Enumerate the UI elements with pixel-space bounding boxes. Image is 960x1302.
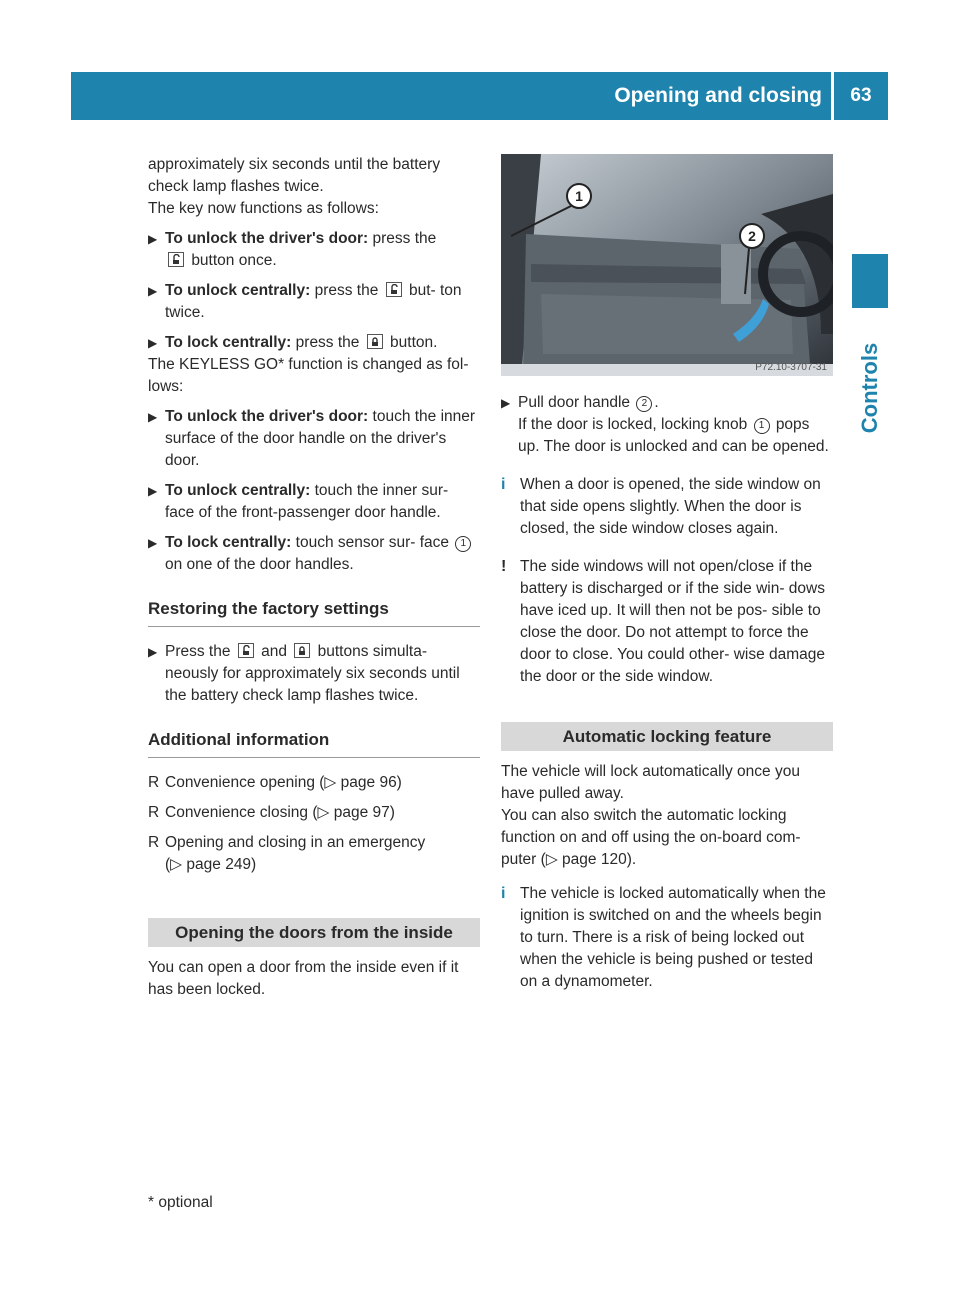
page-number: 63 xyxy=(850,85,872,106)
page-link[interactable]: page 120). xyxy=(562,851,637,868)
image-code: P72.10-3707-31 xyxy=(755,362,827,373)
list-item xyxy=(148,832,480,876)
bullet-icon: R xyxy=(148,774,160,791)
step-marker-icon: ▶ xyxy=(148,484,158,498)
restore-heading: Restoring the factory settings xyxy=(148,598,480,627)
step-marker-icon: ▶ xyxy=(148,536,158,550)
key-step-1 xyxy=(148,228,480,272)
additional-heading: Additional information xyxy=(148,729,480,758)
page-link[interactable]: page 96) xyxy=(340,774,402,791)
step-label: To lock centrally: xyxy=(165,334,292,351)
page-link[interactable]: page 249) xyxy=(186,856,257,873)
step-marker-icon: ▶ xyxy=(148,410,158,424)
auto-p1: The vehicle will lock automatically once you have pulled away. xyxy=(501,763,800,802)
step-text: If the door is locked, locking knob xyxy=(518,416,748,433)
key-intro: The key now functions as follows: xyxy=(148,200,379,217)
info-icon: i xyxy=(501,476,506,493)
para-text: You can also switch the automatic locking function on and off using the on-board com- puter ( xyxy=(501,807,801,868)
callout-1: 1 xyxy=(575,188,583,204)
callout-2: 2 xyxy=(748,228,756,244)
step-label: To unlock the driver's door: xyxy=(165,408,369,425)
step-marker-icon: ▶ xyxy=(148,284,158,298)
step-text: Press the xyxy=(165,643,231,660)
auto-p2 xyxy=(501,805,833,871)
step-marker-icon: ▶ xyxy=(148,336,158,350)
page-link[interactable]: page 97) xyxy=(333,804,395,821)
restore-step xyxy=(148,641,480,707)
warning-note xyxy=(501,556,833,688)
lock-icon xyxy=(294,643,310,658)
keyless-step-3 xyxy=(148,532,480,576)
intro-line: approximately six seconds until the battery check lamp flashes twice. xyxy=(148,156,441,195)
step-text: Pull door handle xyxy=(518,394,631,411)
step-text: . xyxy=(654,394,659,411)
warning-icon: ! xyxy=(501,558,507,575)
callout-1-marker: 1 xyxy=(754,418,770,434)
step-text: touch the inner surface of the door handle on the driver's door. xyxy=(165,408,476,469)
key-step-2 xyxy=(148,280,480,324)
pull-step xyxy=(501,392,833,458)
step-label: To lock centrally: xyxy=(165,534,292,551)
callout-1-marker: 1 xyxy=(455,536,471,552)
info-icon: i xyxy=(501,885,506,902)
step-text: touch the inner sur- face of the front-passenger door handle. xyxy=(165,482,449,521)
key-step-3 xyxy=(148,332,480,354)
step-text: press the xyxy=(372,230,437,247)
step-text: press the xyxy=(314,282,379,299)
keyless-step-2 xyxy=(148,480,480,524)
inside-heading: Opening the doors from the inside xyxy=(148,918,480,947)
unlock-icon xyxy=(168,252,184,267)
step-text: on one of the door handles. xyxy=(165,556,354,573)
step-text: and xyxy=(261,643,287,660)
footnote: * optional xyxy=(148,1194,213,1211)
step-text: touch sensor sur- face xyxy=(295,534,450,551)
inside-text: You can open a door from the inside even if it has been locked. xyxy=(148,959,459,998)
auto-heading: Automatic locking feature xyxy=(501,722,833,751)
step-text: but- ton twice. xyxy=(165,282,462,321)
item-text: Opening and closing in an emergency ( xyxy=(165,834,426,873)
ref-arrow-icon: ▷ xyxy=(170,856,183,873)
step-text: buttons simulta- neously for approximately six seconds until the battery check lamp flashes twice. xyxy=(165,643,460,704)
ref-arrow-icon: ▷ xyxy=(545,851,558,868)
step-label: To unlock centrally: xyxy=(165,482,311,499)
callout-2-marker: 2 xyxy=(636,396,652,412)
side-tab-block xyxy=(852,254,888,308)
section-title: Opening and closing xyxy=(614,84,822,107)
unlock-icon xyxy=(386,282,402,297)
bullet-icon: R xyxy=(148,834,160,851)
step-text: button. xyxy=(390,334,438,351)
bullet-icon: R xyxy=(148,804,160,821)
keyless-intro: The KEYLESS GO* function is changed as fol- lows: xyxy=(148,356,469,395)
door-photo xyxy=(501,154,833,376)
info-note-1 xyxy=(501,474,833,540)
step-text: button once. xyxy=(191,252,277,269)
list-item xyxy=(148,802,480,824)
step-label: To unlock the driver's door: xyxy=(165,230,369,247)
side-tab xyxy=(851,318,889,458)
unlock-icon xyxy=(238,643,254,658)
note-text: The vehicle is locked automatically when the ignition is switched on and the wheels begin to turn. There is a risk of being locked out when the vehicle is being pushed or tested on a dynamometer. xyxy=(520,885,826,990)
side-tab-label: Controls xyxy=(857,342,882,434)
step-label: To unlock centrally: xyxy=(165,282,311,299)
step-text: press the xyxy=(295,334,360,351)
right-column xyxy=(501,392,833,993)
step-text: pops up. The door is unlocked and can be opened. xyxy=(518,416,829,455)
left-column xyxy=(148,154,480,1001)
list-item xyxy=(148,772,480,794)
note-text: When a door is opened, the side window on that side opens slightly. When the door is closed, the side window closes again. xyxy=(520,476,821,537)
keyless-step-1 xyxy=(148,406,480,472)
lock-icon xyxy=(367,334,383,349)
item-text: Convenience opening ( xyxy=(165,774,325,791)
step-marker-icon: ▶ xyxy=(148,645,158,659)
note-text: The side windows will not open/close if the battery is discharged or if the side win- dows have iced up. It will then not be pos- sible to close the door. Do not attempt to force the door to close. You could other- wise damage the door or the side window. xyxy=(520,558,826,685)
ref-arrow-icon: ▷ xyxy=(324,774,337,791)
ref-arrow-icon: ▷ xyxy=(317,804,330,821)
step-marker-icon: ▶ xyxy=(501,396,511,410)
step-marker-icon: ▶ xyxy=(148,232,158,246)
info-note-2 xyxy=(501,883,833,993)
item-text: Convenience closing ( xyxy=(165,804,318,821)
